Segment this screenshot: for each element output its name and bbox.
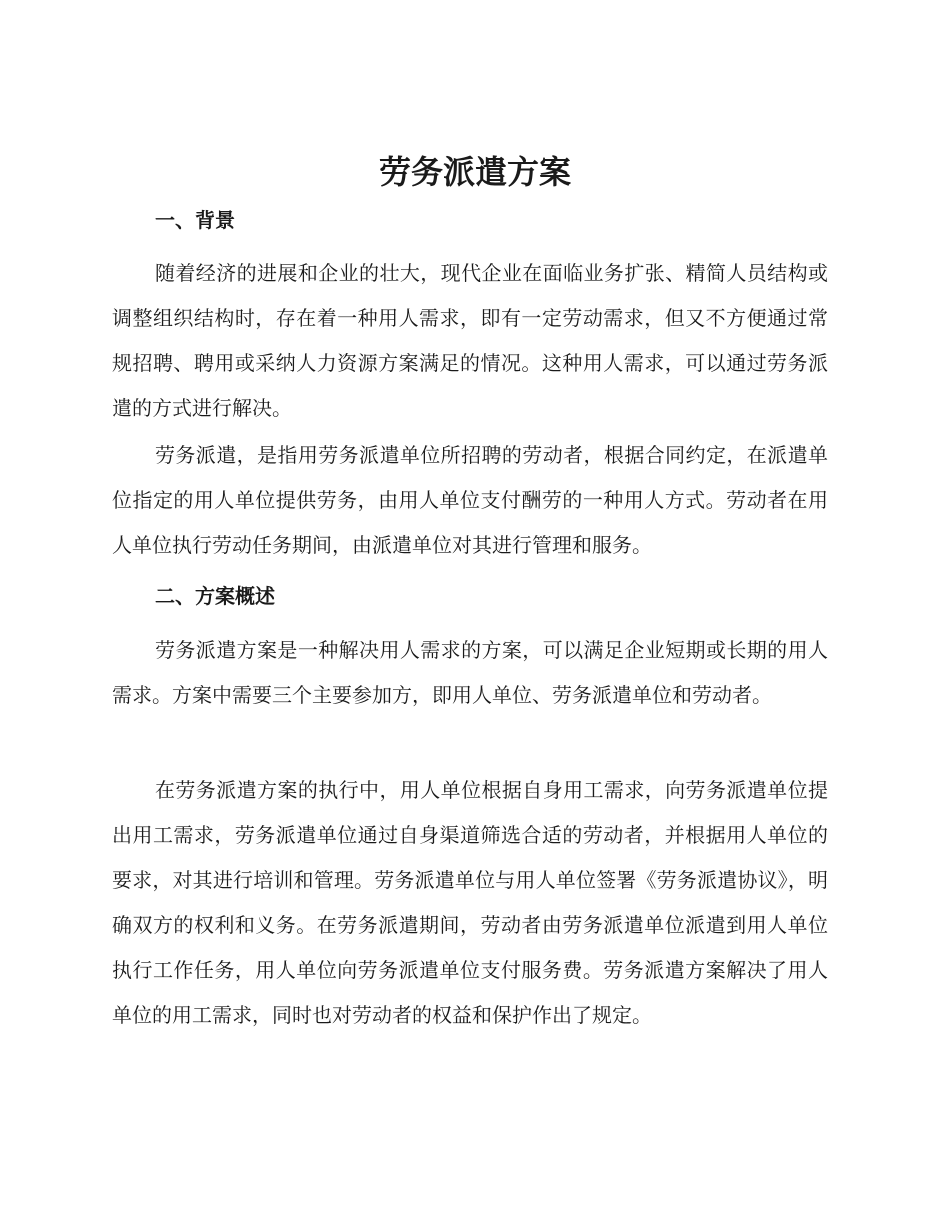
section-heading-background: 一、背景 xyxy=(155,208,235,232)
paragraph-overview-1: 劳务派遣方案是一种解决用人需求的方案，可以满足企业短期或长期的用人需求。方案中需要三个主要参加方，即用人单位、劳务派遣单位和劳动者。 xyxy=(112,638,828,707)
document-title: 劳务派遣方案 xyxy=(378,153,571,191)
section-heading-overview: 二、方案概述 xyxy=(155,584,275,608)
paragraph-background-1: 随着经济的进展和企业的壮大，现代企业在面临业务扩张、精简人员结构或调整组织结构时，存在着一种用人需求，即有一定劳动需求，但又不方便通过常规招聘、聘用或采纳人力资源方案满足的情况。这种用人需求，可以通过劳务派遣的方式进行解决。 xyxy=(112,261,828,420)
paragraph-background-2: 劳务派遣，是指用劳务派遣单位所招聘的劳动者，根据合同约定，在派遣单位指定的用人单位提供劳务，由用人单位支付酬劳的一种用人方式。劳动者在用人单位执行劳动任务期间，由派遣单位对其进行管理和服务。 xyxy=(112,443,828,557)
paragraph-overview-2: 在劳务派遣方案的执行中，用人单位根据自身用工需求，向劳务派遣单位提出用工需求，劳务派遣单位通过自身渠道筛选合适的劳动者，并根据用人单位的要求，对其进行培训和管理。劳务派遣单位与用人单位签署《劳务派遣协议》，明确双方的权利和义务。在劳务派遣期间，劳动者由劳务派遣单位派遣到用人单位执行工作任务，用人单位向劳务派遣单位支付服务费。劳务派遣方案解决了用人单位的用工需求，同时也对劳动者的权益和保护作出了规定。 xyxy=(112,778,828,1027)
